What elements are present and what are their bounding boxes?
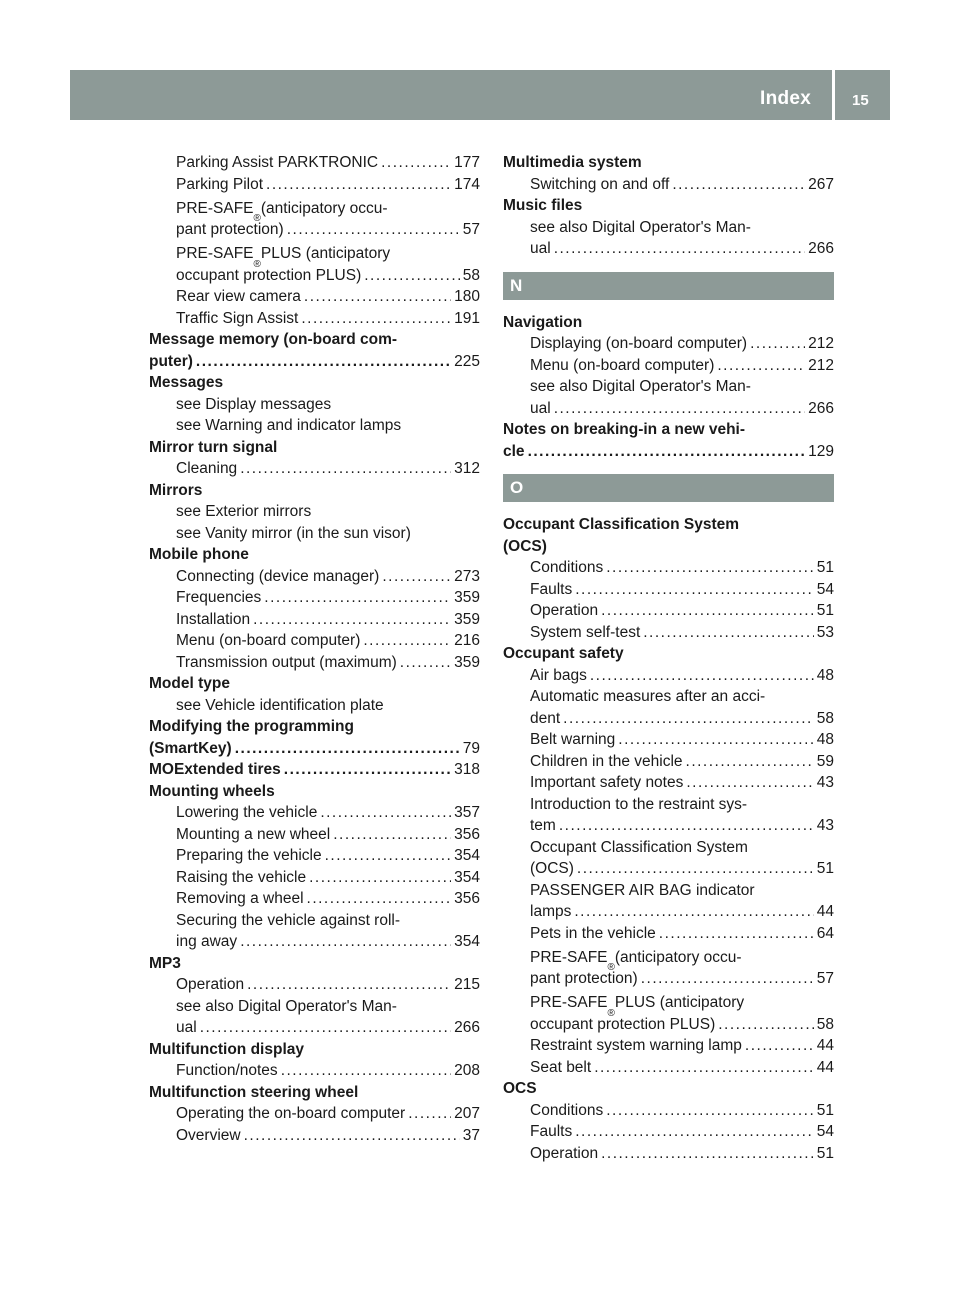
- dot-leader: [264, 587, 451, 609]
- page-number: 15: [852, 92, 869, 109]
- page-ref[interactable]: 54: [816, 1123, 834, 1140]
- page-ref[interactable]: 48: [816, 666, 834, 684]
- index-entry[interactable]: [149, 1017, 480, 1039]
- index-entry[interactable]: [503, 901, 834, 923]
- page-ref[interactable]: 207: [454, 1105, 480, 1122]
- entry-text: Occupant Classification System: [530, 838, 748, 856]
- dot-leader: [381, 152, 451, 174]
- index-entry[interactable]: [149, 265, 480, 287]
- entry-text: Transmission output (maximum): [176, 653, 397, 671]
- index-entry[interactable]: [503, 600, 834, 622]
- index-heading: [149, 480, 480, 502]
- dot-leader: [382, 566, 451, 588]
- entry-text: Conditions: [530, 1101, 604, 1119]
- index-entry[interactable]: [149, 286, 480, 308]
- index-entry[interactable]: [503, 751, 834, 773]
- index-heading: [503, 152, 834, 174]
- entry-text: Message memory (on-board com-: [149, 331, 398, 348]
- entry-text: Raising the vehicle: [176, 868, 307, 886]
- entry-text: MOExtended tires: [149, 761, 281, 778]
- entry-text: see Exterior mirrors: [176, 503, 312, 520]
- entry-text: Menu (on-board computer): [530, 356, 715, 374]
- entry-text: Mounting wheels: [149, 782, 275, 800]
- dot-leader: [606, 1100, 814, 1122]
- entry-text: Menu (on-board computer): [176, 632, 361, 649]
- page-ref[interactable]: 266: [454, 1019, 480, 1036]
- index-heading: [503, 643, 834, 665]
- index-entry[interactable]: [149, 152, 480, 174]
- entry-text: Cleaning: [176, 460, 238, 477]
- page-ref[interactable]: 354: [454, 933, 480, 950]
- dot-leader: [618, 729, 813, 751]
- page-ref[interactable]: 58: [816, 709, 834, 727]
- entry-text: Lowering the vehicle: [176, 804, 318, 821]
- index-entry[interactable]: [503, 729, 834, 751]
- index-entry[interactable]: [149, 609, 480, 631]
- dot-leader: [244, 1125, 460, 1147]
- index-entry: [149, 415, 480, 437]
- page-ref[interactable]: 225: [454, 352, 480, 370]
- entry-text: see Warning and indicator lamps: [176, 417, 402, 434]
- index-entry[interactable]: [149, 458, 480, 480]
- page-ref[interactable]: 354: [454, 847, 480, 864]
- index-entry[interactable]: [149, 824, 480, 846]
- dot-leader: [325, 845, 452, 867]
- index-heading: [503, 419, 834, 441]
- entry-text: Mirrors: [149, 481, 203, 499]
- page-ref[interactable]: 180: [454, 288, 480, 305]
- dot-leader: [333, 824, 451, 846]
- index-heading: [503, 514, 834, 536]
- page-ref[interactable]: 356: [454, 825, 480, 843]
- index-entry[interactable]: [149, 219, 480, 241]
- header-divider: [832, 70, 835, 120]
- dot-leader: [364, 265, 460, 287]
- index-entry: [503, 837, 834, 859]
- dot-leader: [281, 1060, 451, 1082]
- entry-text: occupant protection PLUS): [176, 266, 362, 284]
- dot-leader: [240, 931, 451, 953]
- index-entry: [503, 686, 834, 708]
- section-title: Index: [760, 88, 812, 109]
- entry-text: Music files: [503, 197, 583, 214]
- index-heading: [149, 1082, 480, 1104]
- entry-text: Children in the vehicle: [530, 752, 683, 770]
- entry-text: Operation: [176, 976, 245, 993]
- page-ref[interactable]: 357: [454, 804, 480, 821]
- entry-text: Belt warning: [530, 731, 616, 748]
- index-entry[interactable]: [149, 1060, 480, 1082]
- entry-text: Removing a wheel: [176, 890, 304, 907]
- entry-text: see also Digital Operator's Man-: [530, 218, 751, 236]
- index-heading: [503, 536, 834, 558]
- entry-text: PASSENGER AIR BAG indicator: [530, 881, 755, 899]
- dot-leader: [641, 968, 814, 990]
- dot-leader: [400, 652, 451, 674]
- entry-text: ual: [176, 1019, 197, 1036]
- dot-leader: [320, 802, 451, 824]
- entry-text: Displaying (on-board computer): [530, 335, 748, 352]
- dot-leader: [577, 858, 814, 880]
- dot-leader: [575, 1121, 814, 1143]
- entry-text: Operating the on-board computer: [176, 1105, 406, 1122]
- page-ref[interactable]: 43: [816, 774, 834, 791]
- entry-text: Operation: [530, 602, 599, 619]
- entry-text: cle: [503, 442, 525, 460]
- dot-leader: [686, 772, 813, 794]
- page-ref[interactable]: 356: [454, 890, 480, 907]
- page-ref[interactable]: 266: [808, 399, 834, 417]
- page-ref[interactable]: 191: [454, 309, 480, 327]
- entry-text: ual: [530, 399, 551, 417]
- page-ref[interactable]: 44: [816, 1058, 834, 1076]
- entry-text: Seat belt: [530, 1058, 592, 1076]
- index-heading[interactable]: [149, 738, 480, 760]
- page-ref[interactable]: 359: [454, 653, 480, 671]
- index-entry: [149, 523, 480, 545]
- index-entry[interactable]: [149, 652, 480, 674]
- dot-leader: [247, 974, 451, 996]
- dot-leader: [575, 579, 814, 601]
- entry-text: see Display messages: [176, 395, 332, 413]
- entry-text: Mobile phone: [149, 546, 249, 563]
- dot-leader: [240, 458, 451, 480]
- index-heading: [149, 372, 480, 394]
- page-ref[interactable]: 266: [808, 240, 834, 257]
- dot-leader: [601, 1143, 814, 1165]
- index-heading: [149, 673, 480, 695]
- index-entry[interactable]: [503, 622, 834, 644]
- index-entry[interactable]: [503, 1121, 834, 1143]
- page-ref[interactable]: 53: [816, 623, 834, 641]
- index-heading: [503, 312, 834, 334]
- entry-text: Automatic measures after an acci-: [530, 688, 766, 705]
- dot-leader: [304, 286, 451, 308]
- entry-text: PRE-SAFE: [176, 245, 254, 262]
- entry-text: Multifunction display: [149, 1040, 304, 1058]
- entry-text: Faults: [530, 1123, 573, 1140]
- page-ref[interactable]: 57: [462, 221, 480, 238]
- index-entry[interactable]: [503, 665, 834, 687]
- entry-text: Navigation: [503, 313, 583, 331]
- dot-leader: [301, 308, 451, 330]
- index-entry[interactable]: [149, 931, 480, 953]
- entry-text: Pets in the vehicle: [530, 924, 656, 942]
- dot-leader: [559, 815, 814, 837]
- page-ref[interactable]: 44: [816, 1037, 834, 1054]
- dot-leader: [554, 238, 805, 260]
- entry-text: Messages: [149, 374, 224, 391]
- dot-leader: [363, 630, 451, 652]
- entry-text: Multimedia system: [503, 154, 642, 171]
- dot-leader: [235, 738, 460, 760]
- entry-text: Frequencies: [176, 589, 262, 606]
- page-ref[interactable]: 59: [816, 752, 834, 770]
- index-entry[interactable]: [503, 1014, 834, 1036]
- page-ref[interactable]: 267: [808, 175, 834, 193]
- entry-text: Function/notes: [176, 1062, 278, 1079]
- page-ref[interactable]: 177: [454, 154, 480, 171]
- page-ref[interactable]: 48: [816, 731, 834, 748]
- page-ref[interactable]: 37: [462, 1126, 480, 1144]
- index-entry: [503, 217, 834, 239]
- index-entry: [149, 910, 480, 932]
- dot-leader: [686, 751, 814, 773]
- page-ref[interactable]: 51: [816, 1101, 834, 1119]
- index-entry[interactable]: [503, 238, 834, 260]
- index-entry[interactable]: [149, 566, 480, 588]
- dot-leader: [200, 1017, 451, 1039]
- entry-text: tem: [530, 817, 556, 834]
- index-heading[interactable]: [149, 351, 480, 373]
- entry-text: Occupant Classification System: [503, 516, 740, 533]
- index-entry[interactable]: [503, 1035, 834, 1057]
- index-heading[interactable]: [503, 441, 834, 463]
- index-entry[interactable]: [149, 174, 480, 196]
- page-ref[interactable]: 129: [808, 442, 834, 460]
- index-entry[interactable]: [503, 333, 834, 355]
- letter-heading: O: [503, 474, 834, 502]
- dot-leader: [266, 174, 451, 196]
- entry-text: (OCS): [503, 537, 547, 555]
- index-entry[interactable]: [149, 1125, 480, 1147]
- entry-text: PRE-SAFE: [530, 994, 608, 1011]
- page-ref[interactable]: 57: [816, 970, 834, 987]
- index-column-right: [503, 152, 834, 1164]
- index-entry[interactable]: [503, 1100, 834, 1122]
- entry-text: Securing the vehicle against roll-: [176, 911, 401, 929]
- dot-leader: [672, 174, 805, 196]
- entry-text: MP3: [149, 954, 181, 972]
- entry-text: Multifunction steering wheel: [149, 1083, 359, 1101]
- index-entry[interactable]: [503, 355, 834, 377]
- index-entry[interactable]: [503, 1143, 834, 1165]
- entry-text: PRE-SAFE: [530, 948, 608, 966]
- dot-leader: [528, 441, 806, 463]
- entry-text: Operation: [530, 1144, 599, 1162]
- page-ref[interactable]: 215: [454, 976, 480, 993]
- entry-text: pant protection): [530, 970, 638, 987]
- page-ref[interactable]: 273: [454, 567, 480, 585]
- index-heading: [503, 195, 834, 217]
- page-ref[interactable]: 212: [808, 335, 834, 352]
- page-ref[interactable]: 212: [808, 356, 834, 374]
- entry-text: Introduction to the restraint sys-: [530, 795, 748, 813]
- entry-text: Conditions: [530, 559, 604, 576]
- index-entry: [149, 996, 480, 1018]
- index-entry: PRE-SAFE ® (anticipatory occu-: [176, 199, 388, 224]
- entry-text: see also Digital Operator's Man-: [530, 378, 751, 395]
- entry-text: Important safety notes: [530, 774, 684, 791]
- dot-leader: [309, 867, 451, 889]
- dot-leader: [643, 622, 814, 644]
- entry-text: Traffic Sign Assist: [176, 309, 299, 327]
- entry-text: Notes on breaking-in a new vehi-: [503, 421, 746, 438]
- index-heading: [149, 716, 480, 738]
- dot-leader: [287, 219, 460, 241]
- entry-text: Air bags: [530, 666, 587, 684]
- index-entry: [149, 501, 480, 523]
- entry-text: dent: [530, 709, 561, 727]
- index-entry[interactable]: [503, 772, 834, 794]
- index-entry[interactable]: [503, 968, 834, 990]
- page-ref[interactable]: 44: [816, 903, 834, 920]
- entry-text: see Vanity mirror (in the sun visor): [176, 524, 411, 542]
- page-ref[interactable]: 359: [454, 610, 480, 628]
- letter-heading: N: [503, 272, 834, 300]
- entry-text: occupant protection PLUS): [530, 1015, 716, 1033]
- entry-text: Faults: [530, 580, 573, 598]
- index-heading: [149, 329, 480, 351]
- page-ref[interactable]: 216: [454, 632, 480, 649]
- page-ref[interactable]: 359: [454, 589, 480, 606]
- entry-text: Installation: [176, 610, 251, 628]
- dot-leader: [307, 888, 452, 910]
- index-entry: [503, 376, 834, 398]
- page-ref[interactable]: 58: [462, 266, 480, 284]
- entry-text: PRE-SAFE: [176, 199, 254, 217]
- page-ref[interactable]: 64: [816, 924, 834, 942]
- dot-leader: [594, 1057, 814, 1079]
- entry-text: pant protection): [176, 221, 284, 238]
- page-ref[interactable]: 51: [816, 559, 834, 576]
- entry-text: ing away: [176, 933, 238, 950]
- entry-text: (SmartKey): [149, 739, 232, 757]
- entry-text: Mounting a new wheel: [176, 825, 331, 843]
- page-ref[interactable]: 54: [816, 580, 834, 598]
- index-entry: [149, 695, 480, 717]
- entry-text-rest: (anticipatory occu-: [260, 199, 388, 217]
- index-heading: [149, 437, 480, 459]
- entry-text: see also Digital Operator's Man-: [176, 997, 397, 1015]
- index-column-left: [149, 152, 480, 1146]
- index-entry[interactable]: [149, 974, 480, 996]
- entry-text: Mirror turn signal: [149, 438, 278, 456]
- entry-text: OCS: [503, 1080, 537, 1097]
- entry-text: (OCS): [530, 860, 574, 877]
- index-entry[interactable]: [503, 579, 834, 601]
- index-entry: [149, 394, 480, 416]
- dot-leader: [284, 759, 451, 781]
- dot-leader: [408, 1103, 451, 1125]
- index-entry: PRE-SAFE ® PLUS (anticipatory: [530, 994, 745, 1019]
- index-entry[interactable]: [149, 308, 480, 330]
- page-ref[interactable]: 51: [816, 1144, 834, 1162]
- index-entry[interactable]: [503, 557, 834, 579]
- index-entry[interactable]: [149, 888, 480, 910]
- index-entry[interactable]: [503, 815, 834, 837]
- entry-text: System self-test: [530, 623, 641, 641]
- index-entry[interactable]: [503, 708, 834, 730]
- dot-leader: [718, 1014, 814, 1036]
- dot-leader: [196, 351, 451, 373]
- entry-text: Preparing the vehicle: [176, 847, 322, 864]
- entry-text: Parking Assist PARKTRONIC: [176, 154, 379, 171]
- entry-text-rest: PLUS (anticipatory: [614, 994, 745, 1011]
- page-ref[interactable]: 79: [462, 739, 480, 757]
- index-heading[interactable]: [149, 759, 480, 781]
- dot-leader: [601, 600, 814, 622]
- index-entry[interactable]: [503, 1057, 834, 1079]
- index-entry[interactable]: [503, 398, 834, 420]
- entry-text: puter): [149, 352, 193, 370]
- entry-text: Switching on and off: [530, 175, 670, 193]
- index-heading: [149, 544, 480, 566]
- index-heading: [149, 953, 480, 975]
- dot-leader: [659, 923, 814, 945]
- entry-text: Connecting (device manager): [176, 567, 380, 585]
- page-ref[interactable]: 208: [454, 1062, 480, 1079]
- dot-leader: [253, 609, 451, 631]
- index-entry[interactable]: [503, 174, 834, 196]
- page-ref[interactable]: 318: [454, 761, 480, 778]
- dot-leader: [750, 333, 805, 355]
- index-entry[interactable]: [149, 1103, 480, 1125]
- entry-text: Modifying the programming: [149, 718, 354, 735]
- index-entry: [503, 794, 834, 816]
- index-entry[interactable]: [503, 923, 834, 945]
- page-ref[interactable]: 174: [454, 175, 480, 193]
- entry-text: Parking Pilot: [176, 175, 264, 193]
- dot-leader: [745, 1035, 814, 1057]
- page-ref[interactable]: 312: [454, 460, 480, 477]
- index-heading: [149, 781, 480, 803]
- page-ref[interactable]: 43: [816, 817, 834, 834]
- index-entry: [503, 880, 834, 902]
- entry-text: Rear view camera: [176, 288, 301, 305]
- dot-leader: [563, 708, 814, 730]
- entry-text: Restraint system warning lamp: [530, 1037, 742, 1054]
- dot-leader: [717, 355, 805, 377]
- entry-text-rest: (anticipatory occu-: [614, 948, 742, 966]
- index-entry[interactable]: [503, 858, 834, 880]
- index-entry[interactable]: [149, 802, 480, 824]
- page-ref[interactable]: 51: [816, 602, 834, 619]
- entry-text: Model type: [149, 675, 230, 692]
- entry-text: Occupant safety: [503, 645, 624, 662]
- page-ref[interactable]: 51: [816, 860, 834, 877]
- index-entry: PRE-SAFE ® PLUS (anticipatory: [176, 245, 391, 270]
- index-heading: [503, 1078, 834, 1100]
- page-ref[interactable]: 354: [454, 868, 480, 886]
- dot-leader: [574, 901, 813, 923]
- dot-leader: [606, 557, 814, 579]
- entry-text: see Vehicle identification plate: [176, 696, 384, 714]
- index-entry: PRE-SAFE ® (anticipatory occu-: [530, 948, 742, 973]
- index-entry[interactable]: [149, 845, 480, 867]
- entry-text: ual: [530, 240, 551, 257]
- index-entry[interactable]: [149, 630, 480, 652]
- index-entry[interactable]: [149, 587, 480, 609]
- index-entry[interactable]: [149, 867, 480, 889]
- dot-leader: [590, 665, 814, 687]
- dot-leader: [554, 398, 805, 420]
- entry-text: Overview: [176, 1126, 241, 1144]
- entry-text: lamps: [530, 903, 572, 920]
- page-ref[interactable]: 58: [816, 1015, 834, 1033]
- index-heading: [149, 1039, 480, 1061]
- entry-text-rest: PLUS (anticipatory: [260, 245, 391, 262]
